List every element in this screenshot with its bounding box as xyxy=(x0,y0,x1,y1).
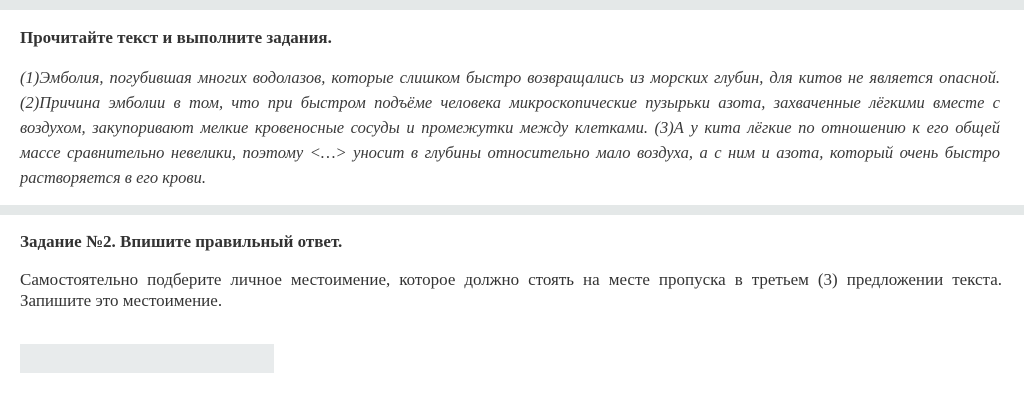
task-panel xyxy=(0,215,1024,419)
task-instruction: Самостоятельно подберите личное местоимение, которое должно стоять на месте пропуска в третьем (3) предложении текста. Запишите это местоимение. xyxy=(20,270,1002,310)
task-heading: Задание №2. Впишите правильный ответ. xyxy=(20,232,343,251)
reading-text-panel xyxy=(0,10,1024,205)
reading-heading: Прочитайте текст и выполните задания. xyxy=(20,28,332,47)
reading-passage: (1)Эмболия, погубившая многих водолазов, которые слишком быстро возвращались из морских глубин, для китов не является опасной. (2)Причина эмболии в том, что при быстром подъёме человека микроскопические пузырьки азота, захваченные лёгкими вместе с воздухом, закупоривают мелкие кровеносные сосуды и промежутки между клетками. (3)А у кита лёгкие по отношению к его общей массе сравнительно невелики, поэтому <…> уносит в глубины относительно мало воздуха, а с ним и азота, который очень быстро растворяется в его крови. xyxy=(20,68,1000,187)
answer-input[interactable] xyxy=(20,344,274,373)
